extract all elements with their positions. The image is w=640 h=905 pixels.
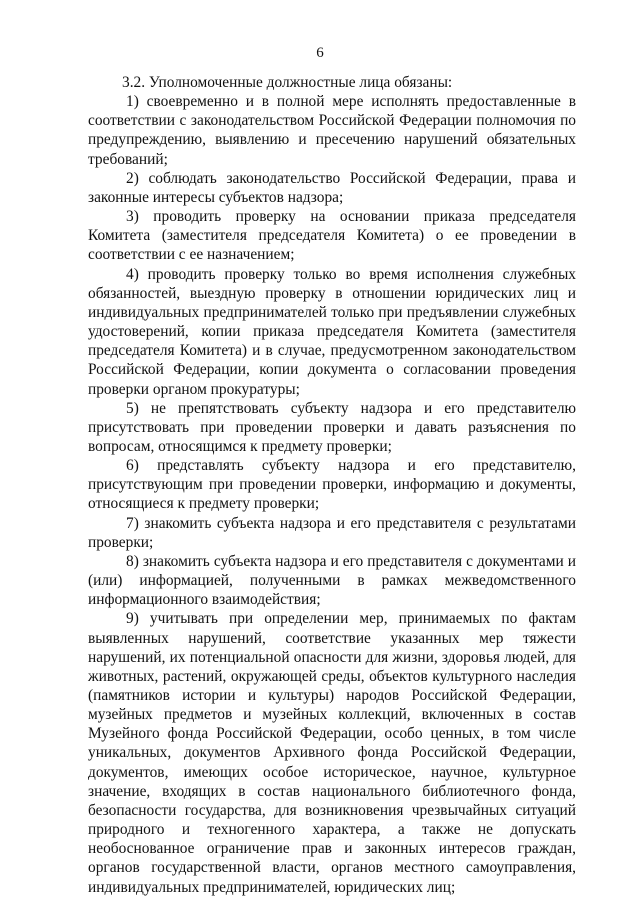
list-item-4: 4) проводить проверку только во время исполнения служебных обязанностей, выездную проверку в отношении юридических лиц и индивидуальных предпринимателей только при предъявлении служебных удостоверений, копии приказа председателя Комитета (заместителя председателя Комитета) и в случае, предусмотренном законодательством Российской Федерации, копии документа о согласовании проведения проверки органом прокуратуры;	[88, 265, 576, 398]
section-heading: 3.2. Уполномоченные должностные лица обязаны:	[122, 74, 453, 91]
list-item-8: 8) знакомить субъекта надзора и его представителя с документами и (или) информацией, полученными в рамках межведомственного информационного взаимодействия;	[88, 552, 576, 609]
page-number: 6	[316, 45, 324, 61]
list-item-6: 6) представлять субъекту надзора и его представителю, присутствующим при проведении проверки, информацию и документы, относящиеся к предмету проверки;	[88, 457, 576, 513]
list-item-7: 7) знакомить субъекта надзора и его представителя с результатами проверки;	[88, 514, 576, 551]
list-item-2: 2) соблюдать законодательство Российской Федерации, права и законные интересы субъектов надзора;	[88, 169, 576, 206]
list-item-3: 3) проводить проверку на основании приказа председателя Комитета (заместителя председателя Комитета) о ее проведении в соответствии с ее назначением;	[88, 208, 576, 264]
list-item-9: 9) учитывать при определении мер, принимаемых по фактам выявленных нарушений, соответствие указанных мер тяжести нарушений, их потенциальной опасности для жизни, здоровья людей, для животных, растений, окружающей среды, объектов культурного наследия (памятников истории и культуры) народов Российской Федерации, музейных предметов и музейных коллекций, включенных в состав Музейного фонда Российской Федерации, особо ценных, в том числе уникальных, документов Архивного фонда Российской Федерации, документов, имеющих особое историческое, научное, культурное значение, входящих в состав национального библиотечного фонда, безопасности государства, для возникновения чрезвычайных ситуаций природного и техногенного характера, а также не допускать необоснованное ограничение прав и законных интересов граждан, органов государственной власти, органов местного самоуправления, индивидуальных предпринимателей, юридических лиц;	[88, 610, 576, 896]
list-item-5: 5) не препятствовать субъекту надзора и его представителю присутствовать при проведении проверки и давать разъяснения по вопросам, относящимся к предмету проверки;	[88, 399, 576, 455]
list-item-1: 1) своевременно и в полной мере исполнять предоставленные в соответствии с законодательством Российской Федерации полномочия по предупреждению, выявлению и пресечению нарушений обязательных требований;	[88, 93, 576, 168]
document-body	[88, 73, 576, 897]
